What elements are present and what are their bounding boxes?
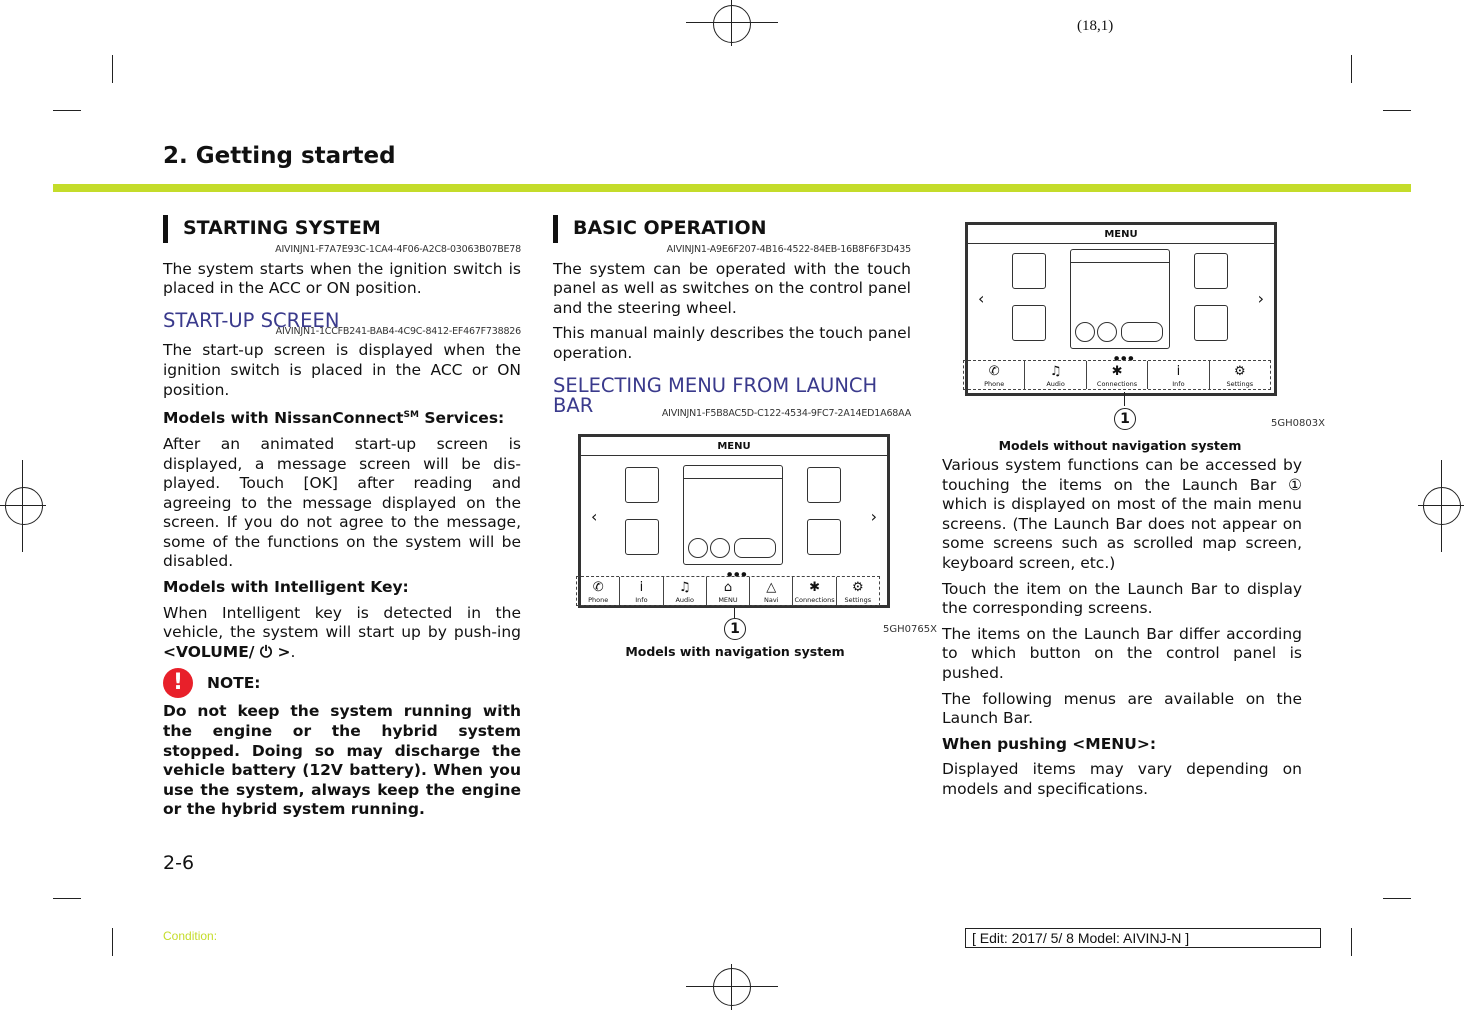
callout-line [1124,392,1125,406]
page-number: 2-6 [163,852,195,874]
section-code: AIVINJN1-F7A7E93C-1CA4-4F06-A2C8-03063B07BE78 [275,244,521,255]
crop-mark [1383,110,1411,111]
app-tile [625,519,659,555]
launch-item-audio[interactable]: ♫ Audio [664,577,707,605]
crop-mark [112,928,113,956]
bluetooth-icon: ✱ [1111,364,1123,379]
condition-label: Condition: [163,929,218,943]
page-dots: ● ● ● [727,571,747,578]
center-widget [683,465,783,565]
phone-icon: ✆ [592,580,604,595]
section-code: AIVINJN1-A9E6F207-4B16-4522-84EB-16B8F6F3D435 [666,244,911,255]
page-code: (18,1) [1077,18,1114,34]
crop-mark [112,55,113,83]
registration-circle-right [1423,487,1461,525]
callout-line [734,608,735,618]
title-divider [581,455,887,456]
registration-circle-bottom [713,968,751,1006]
paragraph: The system can be operated with the touch panel as well as switches on the control panel and the steering wheel. [553,259,911,317]
chapter-title: 2. Getting started [163,143,396,169]
figure-id: 5GH0765X [883,624,937,635]
gear-icon: ⚙ [852,580,864,595]
launch-item-navi[interactable]: △ Navi [750,577,793,605]
column-1 [163,213,521,826]
app-tile [1194,253,1228,289]
title-divider [968,243,1274,244]
launch-item-phone[interactable]: ✆ Phone [964,361,1025,389]
launch-bar [576,576,880,606]
paragraph: The system starts when the ignition switch is placed in the ACC or ON position. [163,259,521,298]
launch-item-info[interactable]: i Info [1148,361,1209,389]
crop-mark [1351,928,1352,956]
figure-caption: Models with navigation system [625,644,845,659]
launch-item-info[interactable]: i Info [620,577,663,605]
section-code: AIVINJN1-1CCFB241-BAB4-4C9C-8412-EF467F738826 [275,325,521,337]
crop-mark [1383,898,1411,899]
app-tile [1194,305,1228,341]
launch-item-connections[interactable]: ✱ Connections [793,577,836,605]
callout-number: 1 [1114,408,1136,430]
launch-item-settings[interactable]: ⚙ Settings [1210,361,1270,389]
home-icon: ⌂ [723,580,733,595]
music-note-icon: ♫ [678,580,691,595]
launch-item-menu[interactable]: ⌂ MENU [707,577,750,605]
launch-bar [963,360,1271,390]
header-rule [53,184,1411,192]
navigation-icon: △ [766,580,777,595]
menu-title: MENU [717,441,751,452]
section-code: AIVINJN1-F5B8AC5D-C122-4534-9FC7-2A14ED1A68AA [661,407,911,419]
info-icon: i [1176,364,1181,379]
chevron-right-icon: › [870,507,877,526]
edit-info-box: [ Edit: 2017/ 5/ 8 Model: AIVINJ-N ] [965,928,1321,948]
chevron-left-icon: ‹ [591,507,598,526]
callout-number: 1 [724,618,746,640]
figure-id: 5GH0803X [1271,418,1325,429]
phone-icon: ✆ [988,364,1000,379]
music-note-icon: ♫ [1049,364,1062,379]
app-tile [807,467,841,503]
column-2 [553,213,911,423]
center-widget [1070,249,1170,349]
paragraph: Displayed items may vary depending on models and specifications. [942,760,1302,798]
chevron-left-icon: ‹ [978,289,985,308]
app-tile [625,467,659,503]
launch-item-audio[interactable]: ♫ Audio [1025,361,1086,389]
launch-item-settings[interactable]: ⚙ Settings [837,577,879,605]
launch-item-phone[interactable]: ✆ Phone [577,577,620,605]
crop-mark [53,898,81,899]
bluetooth-icon: ✱ [809,580,820,595]
label-when-pushing-menu: When pushing <MENU>: [942,734,1157,753]
paragraph: The items on the Launch Bar differ according to which button on the control panel is pushed. [942,624,1302,682]
crop-mark [53,110,81,111]
section-heading-basic-operation: BASIC OPERATION [553,213,911,243]
paragraph: When Intelligent key is detected in the vehicle, the system will start up by push-ing <VOLUME/ ⏻ >. [163,603,521,661]
chevron-right-icon: › [1257,289,1264,308]
crop-mark [1351,55,1352,83]
subheading-startup-screen: START-UP SCREEN [163,308,340,332]
label-nissanconnect: Models with NissanConnect℠ Services: [163,409,505,428]
paragraph: The following menus are available on the Launch Bar. [942,689,1302,728]
label-intelligent-key: Models with Intelligent Key: [163,578,409,597]
warning-icon: ! [163,668,193,698]
column-3 [942,456,1302,806]
note-text: Do not keep the system running with the engine or the hybrid system stopped. Doing so may discharge the vehicle battery (12V battery). When you use the system, always keep the engine or the hybrid system running. [163,702,521,819]
menu-title: MENU [1104,229,1138,240]
app-tile [1012,253,1046,289]
gear-icon: ⚙ [1234,364,1246,379]
note-label: NOTE: [207,673,261,692]
app-tile [807,519,841,555]
launch-item-connections[interactable]: ✱ Connections [1087,361,1148,389]
note-header [163,668,521,698]
paragraph: The start-up screen is displayed when the ignition switch is placed in the ACC or ON position. [163,341,521,399]
figure-with-navigation [570,428,940,660]
subheading-selecting-menu: SELECTING MENU FROM LAUNCH BAR [553,373,878,417]
app-tile [1012,305,1046,341]
registration-circle-top [713,5,751,43]
registration-circle-left [5,487,43,525]
paragraph: Touch the item on the Launch Bar to display the corresponding screens. [942,579,1302,618]
page-dots: ● ● ● [1114,355,1134,362]
figure-without-navigation [955,216,1330,456]
section-heading-starting-system: STARTING SYSTEM [163,213,521,243]
paragraph: After an animated start-up screen is displayed, a message screen will be dis-played. Touch [OK] after reading and agreeing to the message displayed on the screen. If you do not agree to the message, some of the functions on the system will be disabled. [163,434,521,571]
figure-caption: Models without navigation system [998,438,1242,453]
info-icon: i [639,580,644,595]
paragraph: This manual mainly describes the touch panel operation. [553,324,911,362]
paragraph: Various system functions can be accessed by touching the items on the Launch Bar ① which is displayed on most of the main menu screens. (The Launch Bar does not appear on some screens such as scrolled map screen, keyboard screen, etc.) [942,456,1302,572]
